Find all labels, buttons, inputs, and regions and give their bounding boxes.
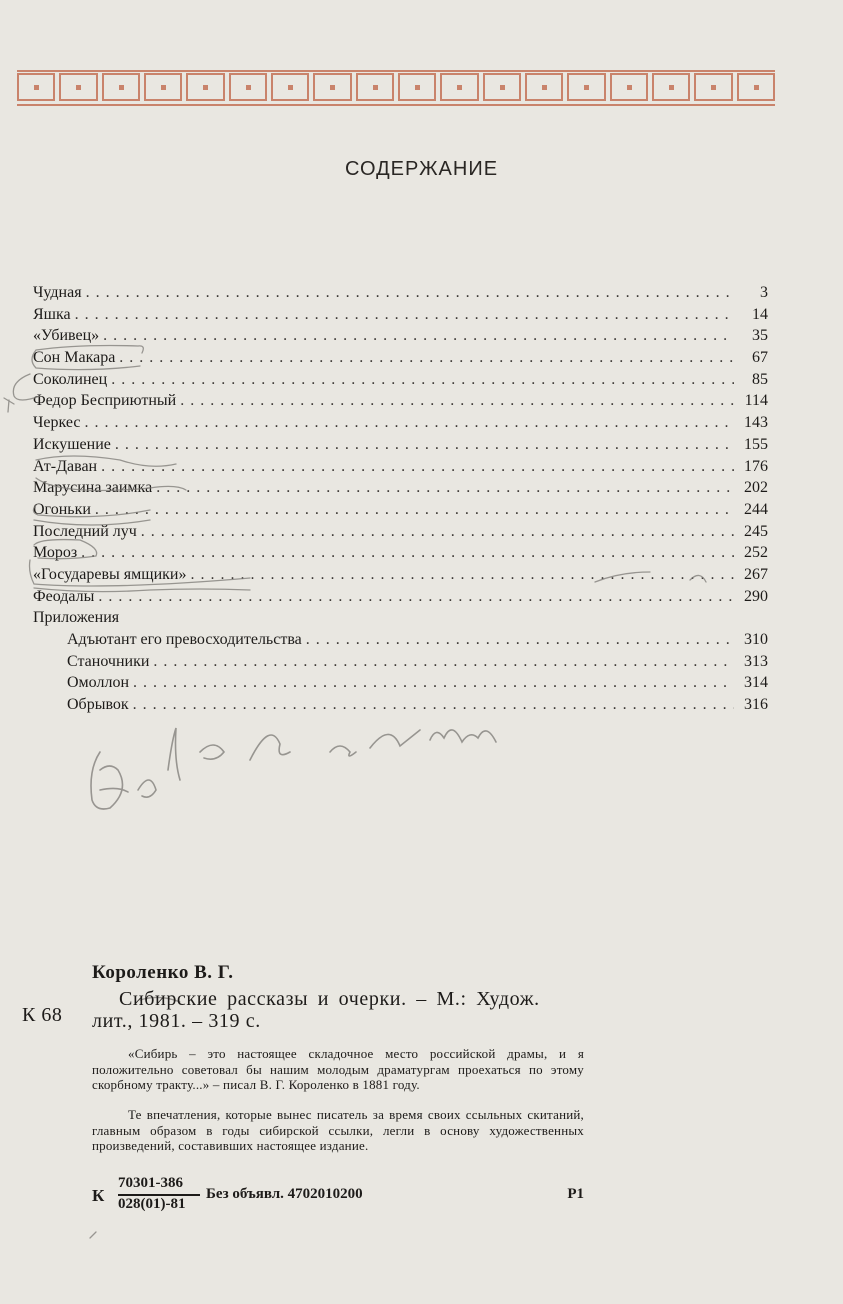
- toc-entry[interactable]: [33, 456, 768, 478]
- index-numerator: 70301-386: [118, 1175, 183, 1191]
- toc-entry[interactable]: [33, 521, 768, 543]
- book-description-line2: лит., 1981. – 319 с.: [92, 1010, 261, 1032]
- toc-leader: [133, 672, 734, 694]
- toc-entry[interactable]: [33, 586, 768, 608]
- pencil-tick-mark: [4, 398, 14, 412]
- publication-index: [92, 1175, 584, 1215]
- toc-leader: [190, 564, 734, 586]
- toc-entry[interactable]: [33, 390, 768, 412]
- toc-entry-page: 244: [744, 500, 768, 518]
- pencil-stroke-mark: [90, 1232, 96, 1238]
- index-middle-text: Без объявл. 4702010200: [206, 1186, 363, 1202]
- table-of-contents: [33, 282, 768, 716]
- toc-entry-title: Федор Бесприютный: [33, 392, 177, 410]
- toc-entry-page: 267: [744, 565, 768, 583]
- toc-entry-title: «Убивец»: [33, 327, 100, 345]
- toc-entry-title: Обрывок: [67, 696, 129, 714]
- toc-entry-title: Ат-Даван: [33, 457, 98, 475]
- toc-entry[interactable]: [33, 542, 768, 564]
- toc-entry-page: 313: [744, 652, 768, 670]
- toc-entry-title: Последний луч: [33, 522, 137, 540]
- toc-leader: [111, 369, 734, 391]
- toc-entry-page: 114: [744, 392, 768, 410]
- ornament-border-bottom: [17, 104, 775, 106]
- toc-entry[interactable]: [33, 282, 768, 304]
- index-denominator: 028(01)-81: [118, 1196, 186, 1212]
- toc-entry[interactable]: [33, 672, 768, 694]
- toc-entry-page: 67: [752, 349, 768, 367]
- toc-entry-page: 35: [752, 327, 768, 345]
- toc-leader: [153, 651, 734, 673]
- toc-entry-page: 290: [744, 587, 768, 605]
- annotation-paragraph: [92, 1046, 584, 1093]
- toc-entry-page: 176: [744, 457, 768, 475]
- decorative-ornament: [17, 70, 775, 108]
- toc-entry-title: Соколинец: [33, 370, 108, 388]
- author-name: Короленко В. Г.: [92, 962, 234, 983]
- toc-leader: [141, 521, 734, 543]
- toc-entry-title: Феодалы: [33, 587, 95, 605]
- toc-entry-title: Яшка: [33, 305, 71, 323]
- book-description-line1: Сибирские рассказы и очерки. – М.: Худож.: [119, 988, 540, 1010]
- toc-leader: [133, 694, 734, 716]
- toc-entry-page: 314: [744, 674, 768, 692]
- toc-leader: [103, 325, 734, 347]
- annotation-text: Те впечатления, которые вынес писатель за время своих ссыльных скитаний, главным образом в годы сибирской ссылки, легли в основу художественных произведений, составивших настоящее издание.: [92, 1107, 584, 1153]
- classification-code: К 68: [22, 1004, 63, 1026]
- toc-entry-page: 155: [744, 435, 768, 453]
- toc-entry[interactable]: [33, 499, 768, 521]
- toc-section-heading: [33, 607, 768, 629]
- toc-leader: [86, 282, 734, 304]
- toc-entry-page: 14: [752, 305, 768, 323]
- toc-entry-title: Адъютант его превосходительства: [67, 631, 302, 648]
- toc-section-title: Приложения: [33, 609, 120, 627]
- toc-entry[interactable]: [33, 694, 768, 716]
- toc-leader: [180, 390, 734, 412]
- index-right-code: Р1: [567, 1186, 584, 1202]
- toc-entry-page: 252: [744, 544, 768, 562]
- toc-entry-page: 310: [744, 631, 768, 648]
- toc-entry-title: Омоллон: [67, 674, 129, 692]
- toc-entry-page: 316: [744, 696, 768, 714]
- toc-entry[interactable]: [33, 369, 768, 391]
- toc-entry-page: 245: [744, 522, 768, 540]
- toc-entry[interactable]: [33, 347, 768, 369]
- toc-entry[interactable]: [33, 477, 768, 499]
- toc-entry-title: Чудная: [33, 284, 82, 301]
- toc-leader: [119, 347, 734, 369]
- toc-entry-title: Огоньки: [33, 500, 91, 518]
- toc-leader: [95, 499, 734, 521]
- toc-entry-page: 3: [760, 284, 768, 301]
- toc-leader: [81, 542, 734, 564]
- toc-entry[interactable]: [33, 304, 768, 326]
- toc-entry[interactable]: [33, 325, 768, 347]
- toc-entry[interactable]: [33, 434, 768, 456]
- toc-entry-title: «Государевы ямщики»: [33, 565, 187, 583]
- toc-entry[interactable]: [33, 651, 768, 673]
- toc-entry-title: Искушение: [33, 435, 111, 453]
- annotation-paragraph: [92, 1107, 584, 1154]
- toc-entry[interactable]: [33, 412, 768, 434]
- annotation-text: «Сибирь – это настоящее складочное место российской драмы, и я положительно советовал бы нашим молодым драматургам проехаться по этому скорбному тракту...» – писал В. Г. Короленко в 1881 году.: [92, 1046, 584, 1092]
- toc-entry-page: 143: [744, 414, 768, 432]
- page-title: СОДЕРЖАНИЕ: [344, 158, 499, 180]
- toc-entry-page: 85: [752, 370, 768, 388]
- toc-leader: [115, 434, 734, 456]
- toc-entry-title: Черкес: [33, 414, 81, 432]
- toc-entry[interactable]: [33, 564, 768, 586]
- toc-entry[interactable]: [33, 629, 768, 651]
- toc-entry-title: Марусина заимка: [33, 479, 153, 497]
- index-letter: К: [92, 1186, 105, 1205]
- toc-leader: [84, 412, 734, 434]
- toc-entry-title: Мороз: [33, 544, 78, 562]
- toc-entry-title: Сон Макара: [33, 349, 116, 367]
- toc-leader: [306, 629, 734, 651]
- toc-leader: [101, 456, 734, 478]
- toc-leader: [75, 304, 734, 326]
- toc-entry-title: Станочники: [67, 652, 150, 670]
- toc-leader: [98, 586, 734, 608]
- toc-entry-page: 202: [744, 479, 768, 497]
- toc-leader: [156, 477, 734, 499]
